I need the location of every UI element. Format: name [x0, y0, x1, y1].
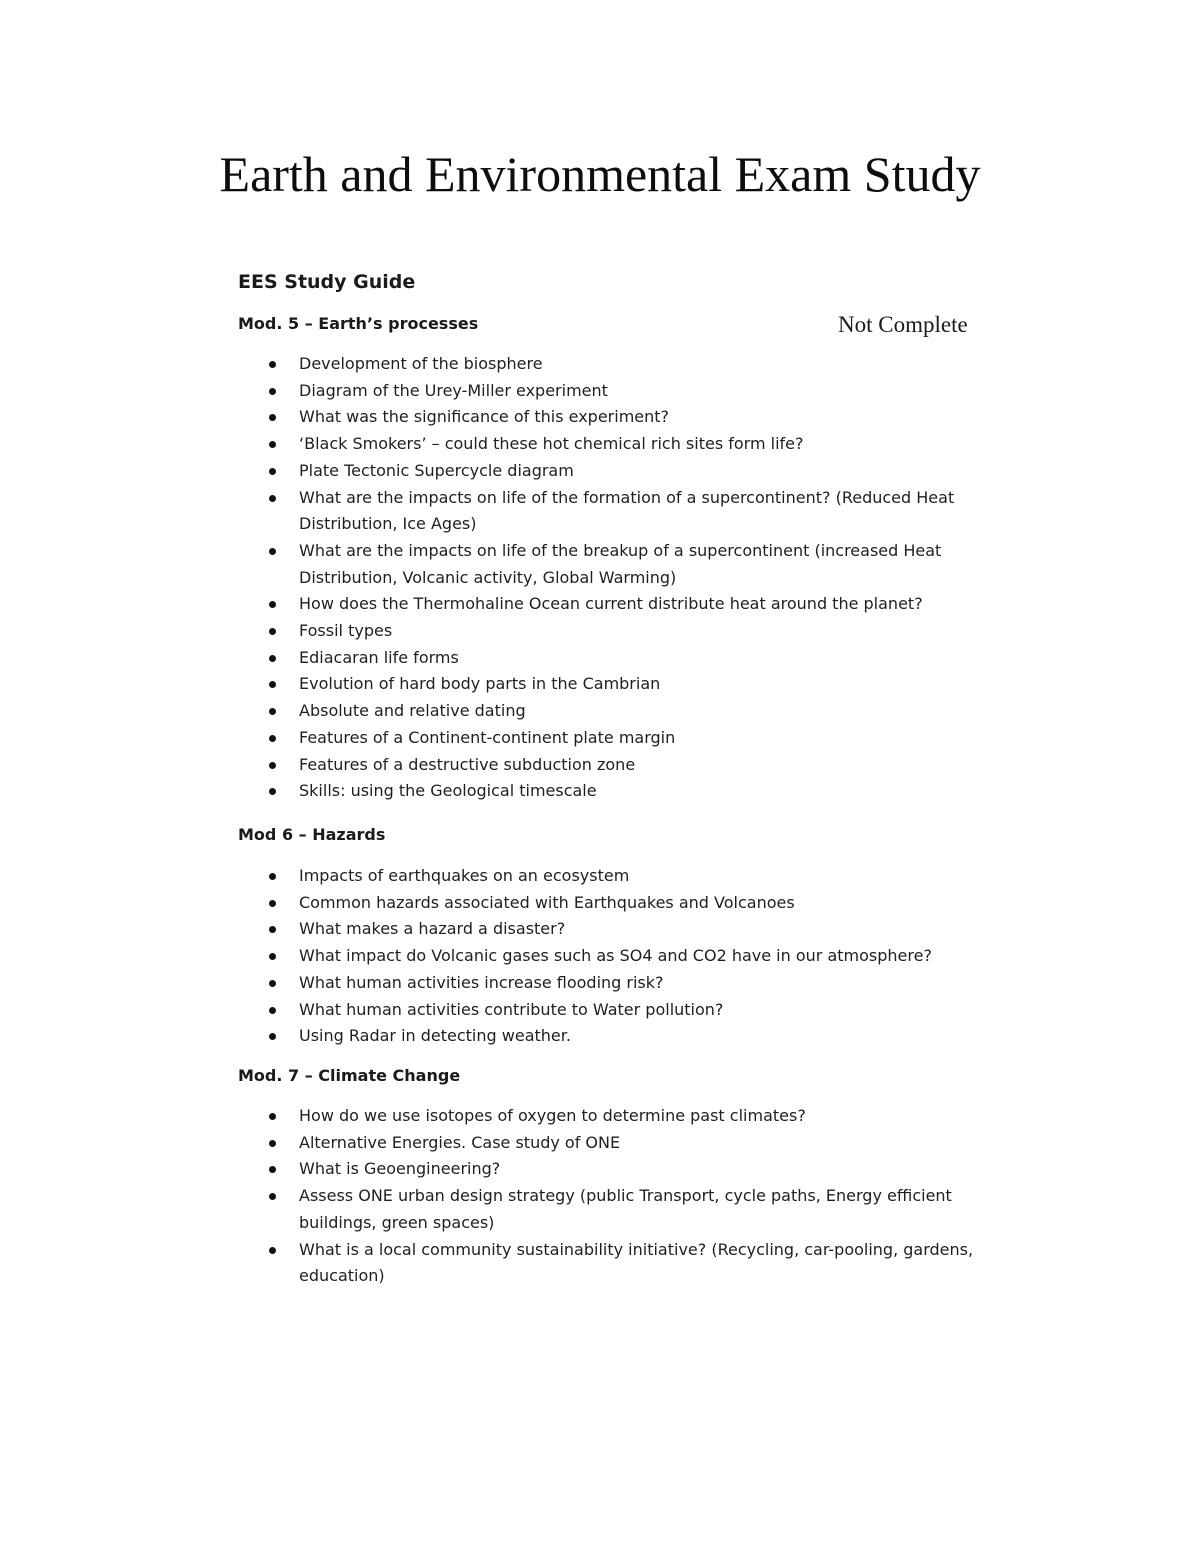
bullet-icon	[269, 441, 276, 448]
list-item-text: Impacts of earthquakes on an ecosystem	[299, 866, 630, 885]
bullet-icon	[269, 1247, 276, 1254]
bullet-icon	[269, 873, 276, 880]
list-item-text: Ediacaran life forms	[299, 647, 459, 667]
list-item-text: What was the significance of this experiment?	[299, 407, 670, 427]
list-item-text: What human activities contribute to Water pollution?	[299, 999, 724, 1019]
list-item-text: Evolution of hard body parts in the Cambrian	[299, 674, 661, 694]
section-heading-mod5: Mod. 5 – Earth’s processes	[238, 314, 479, 333]
list-item	[262, 485, 1002, 538]
list-item-text: What is a local community sustainability initiative? (Recycling, car-pooling, gardens, education)	[299, 1239, 974, 1286]
list-item	[262, 618, 1002, 645]
bullet-icon	[269, 655, 276, 662]
bullet-icon	[269, 980, 276, 987]
list-item-text: Absolute and relative dating	[299, 701, 526, 721]
list-item-text: Plate Tectonic Supercycle diagram	[299, 460, 574, 480]
list-item	[262, 778, 1002, 805]
list-item	[262, 997, 1002, 1024]
list-item	[262, 431, 1002, 458]
list-item	[262, 725, 1002, 752]
bullet-icon	[269, 953, 276, 960]
list-item-text: Using Radar in detecting weather.	[299, 1026, 571, 1046]
list-item-text: Features of a destructive subduction zone	[299, 754, 636, 774]
list-item-text: ‘Black Smokers’ – could these hot chemical rich sites form life?	[299, 434, 804, 454]
list-item-text: Assess ONE urban design strategy (public Transport, cycle paths, Energy efficient buildings, green spaces)	[299, 1186, 952, 1232]
list-item	[262, 1103, 1002, 1130]
list-item	[262, 404, 1002, 431]
bullet-icon	[269, 926, 276, 933]
list-item	[262, 698, 1002, 725]
bullet-icon	[269, 708, 276, 715]
bullet-list-mod5	[262, 351, 1002, 805]
document-title: Earth and Environmental Exam Study	[219, 146, 981, 202]
list-item-text: Fossil types	[299, 621, 393, 641]
bullet-icon	[269, 788, 276, 795]
section-heading-mod7: Mod. 7 – Climate Change	[238, 1066, 461, 1085]
list-item-text: How does the Thermohaline Ocean current distribute heat around the planet?	[299, 594, 923, 614]
list-item	[262, 645, 1002, 672]
bullet-icon	[269, 762, 276, 769]
list-item-text: Common hazards associated with Earthquakes and Volcanoes	[299, 892, 795, 912]
list-item	[262, 1130, 1002, 1157]
list-item	[262, 591, 1002, 618]
bullet-icon	[269, 414, 276, 421]
list-item-text: What are the impacts on life of the formation of a supercontinent? (Reduced Heat Distribution, Ice Ages)	[299, 487, 955, 534]
bullet-icon	[269, 468, 276, 475]
study-guide-title: EES Study Guide	[238, 271, 416, 293]
bullet-icon	[269, 361, 276, 368]
list-item	[262, 1183, 1002, 1236]
list-item-text: Alternative Energies. Case study of ONE	[299, 1132, 621, 1152]
list-item	[262, 458, 1002, 485]
list-item	[262, 890, 1002, 917]
list-item-text: Development of the biosphere	[299, 354, 543, 373]
list-item	[262, 752, 1002, 779]
list-item	[262, 970, 1002, 997]
list-item	[262, 538, 1002, 591]
bullet-icon	[269, 1113, 276, 1120]
list-item-text: What are the impacts on life of the breakup of a supercontinent (increased Heat Distribution, Volcanic activity, Global Warming)	[299, 540, 942, 587]
bullet-icon	[269, 900, 276, 907]
bullet-icon	[269, 1140, 276, 1147]
list-item-text: Skills: using the Geological timescale	[299, 781, 597, 801]
list-item	[262, 351, 1002, 378]
bullet-icon	[269, 495, 276, 502]
bullet-icon	[269, 1007, 276, 1014]
list-item-text: What human activities increase flooding risk?	[299, 972, 664, 992]
bullet-list-mod6	[262, 863, 1002, 1050]
list-item-text: What makes a hazard a disaster?	[299, 919, 566, 939]
list-item-text: How do we use isotopes of oxygen to determine past climates?	[299, 1106, 806, 1125]
section-heading-mod6: Mod 6 – Hazards	[238, 825, 386, 844]
list-item-text: What impact do Volcanic gases such as SO4 and CO2 have in our atmosphere?	[299, 946, 932, 966]
status-note: Not Complete	[838, 312, 968, 337]
list-item-text: Diagram of the Urey-Miller experiment	[299, 380, 608, 400]
bullet-icon	[269, 1033, 276, 1040]
list-item	[262, 863, 1002, 890]
list-item	[262, 1237, 1002, 1290]
bullet-icon	[269, 681, 276, 688]
bullet-list-mod7	[262, 1103, 1002, 1290]
list-item	[262, 671, 1002, 698]
list-item	[262, 916, 1002, 943]
bullet-icon	[269, 1166, 276, 1173]
bullet-icon	[269, 388, 276, 395]
bullet-icon	[269, 628, 276, 635]
list-item	[262, 1156, 1002, 1183]
bullet-icon	[269, 548, 276, 555]
bullet-icon	[269, 1193, 276, 1200]
list-item	[262, 943, 1002, 970]
list-item-text: What is Geoengineering?	[299, 1159, 501, 1179]
list-item	[262, 1023, 1002, 1050]
list-item	[262, 378, 1002, 405]
bullet-icon	[269, 735, 276, 742]
bullet-icon	[269, 601, 276, 608]
list-item-text: Features of a Continent-continent plate margin	[299, 727, 676, 747]
